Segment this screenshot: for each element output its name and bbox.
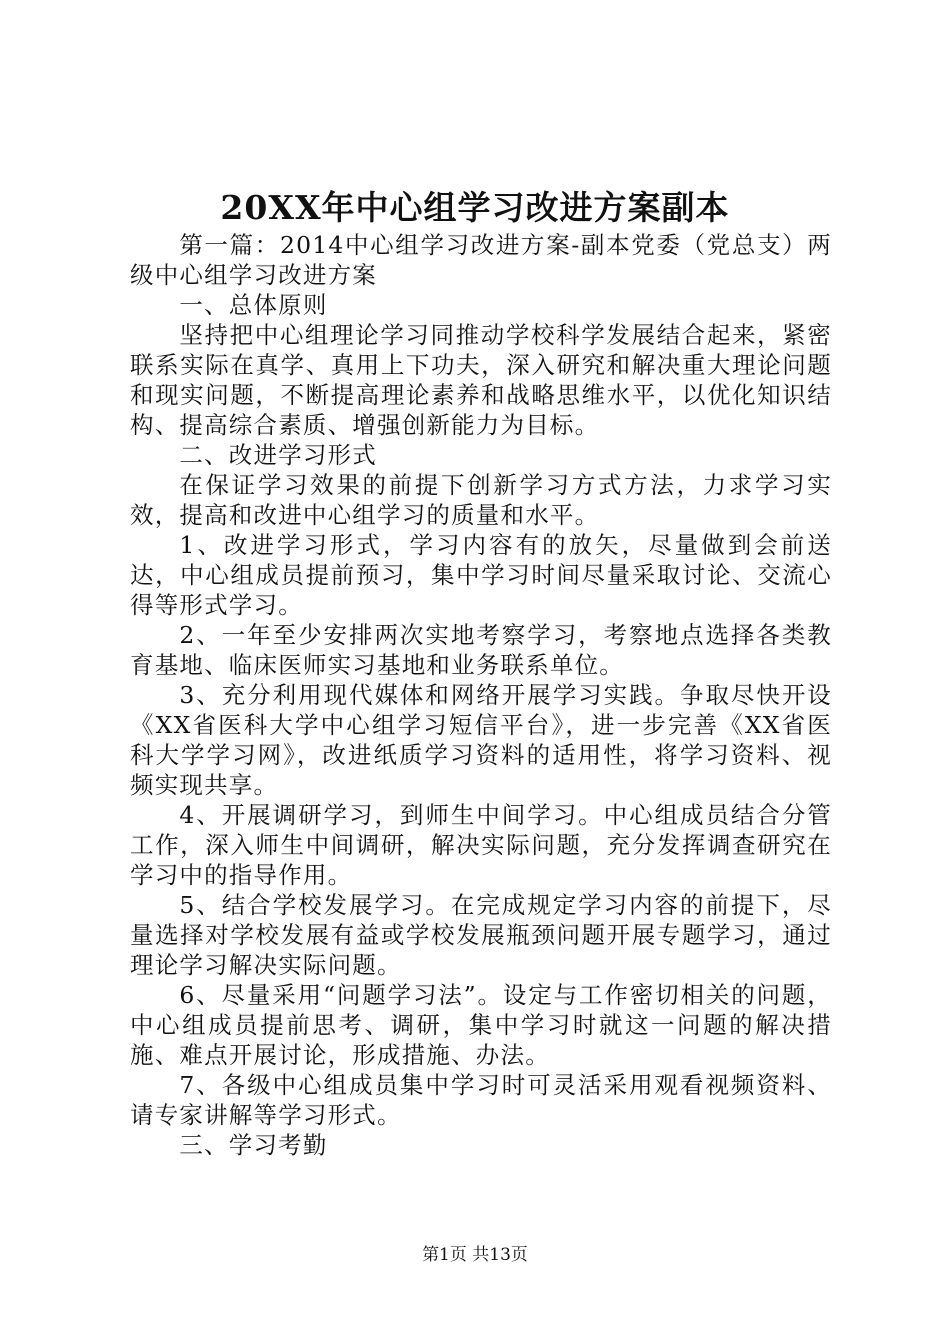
document-body xyxy=(130,230,832,1160)
list-item-7: 7、各级中心组成员集中学习时可灵活采用观看视频资料、请专家讲解等学习形式。 xyxy=(130,1071,832,1129)
section-heading-2: 二、改进学习形式 xyxy=(179,441,377,469)
section-heading-1: 一、总体原则 xyxy=(179,291,328,319)
list-item-3: 3、充分利用现代媒体和网络开展学习实践。争取尽快开设《XX省医科大学中心组学习短信平台》，进一步完善《XX省医科大学学习网》，改进纸质学习资料的适用性，将学习资料、视频实现共享。 xyxy=(130,681,832,799)
list-item-6: 6、尽量采用“问题学习法”。设定与工作密切相关的问题，中心组成员提前思考、调研，集中学习时就这一问题的解决措施、难点开展讨论，形成措施、办法。 xyxy=(130,981,832,1069)
paragraph-1: 第一篇：2014中心组学习改进方案-副本党委（党总支）两级中心组学习改进方案 xyxy=(130,231,832,289)
list-item-5: 5、结合学校发展学习。在完成规定学习内容的前提下，尽量选择对学校发展有益或学校发展瓶颈问题开展专题学习，通过理论学习解决实际问题。 xyxy=(130,891,832,979)
list-item-2: 2、一年至少安排两次实地考察学习，考察地点选择各类教育基地、临床医师实习基地和业务联系单位。 xyxy=(130,621,832,679)
paragraph-2: 坚持把中心组理论学习同推动学校科学发展结合起来，紧密联系实际在真学、真用上下功夫，深入研究和解决重大理论问题和现实问题，不断提高理论素养和战略思维水平，以优化知识结构、提高综合素质、增强创新能力为目标。 xyxy=(130,321,832,439)
list-item-1: 1、改进学习形式，学习内容有的放矢，尽量做到会前送达，中心组成员提前预习，集中学习时间尽量采取讨论、交流心得等形式学习。 xyxy=(130,531,832,619)
section-heading-3: 三、学习考勤 xyxy=(179,1131,328,1159)
paragraph-3: 在保证学习效果的前提下创新学习方式方法，力求学习实效，提高和改进中心组学习的质量和水平。 xyxy=(130,471,832,529)
list-item-4: 4、开展调研学习，到师生中间学习。中心组成员结合分管工作，深入师生中间调研，解决实际问题，充分发挥调查研究在学习中的指导作用。 xyxy=(130,801,832,889)
page-footer: 第1页 共13页 xyxy=(422,1245,528,1265)
document-title: 20XX年中心组学习改进方案副本 xyxy=(220,188,730,227)
